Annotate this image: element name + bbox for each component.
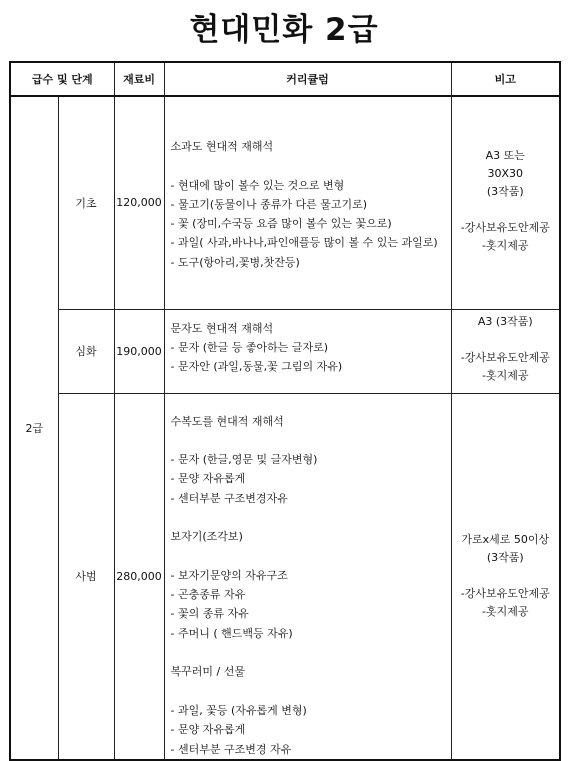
note-cell <box>451 393 560 760</box>
note-line: A3 (3작품) <box>477 314 533 328</box>
note-line: -강사보유도안제공 <box>460 350 550 364</box>
grade-cell: 2급 <box>10 96 58 760</box>
header-row <box>10 62 560 96</box>
curriculum-lines <box>171 137 451 272</box>
curriculum-line: - 문자안 (과일,동물,꽃 그림의 자유) <box>170 360 343 374</box>
note-line: -홋지제공 <box>482 368 529 382</box>
note-line: -홋지제공 <box>482 605 529 619</box>
curriculum-line: - 주머니 ( 핸드백등 자유) <box>170 626 293 640</box>
curriculum-lines <box>171 412 451 759</box>
spacer <box>171 682 451 701</box>
spacer <box>452 567 560 585</box>
spacer <box>171 643 451 662</box>
curriculum-line: 문자도 현대적 재해석 <box>170 321 274 335</box>
spacer <box>171 156 451 175</box>
curriculum-line: - 문양 자유롭게 <box>170 723 246 737</box>
page-title: 현대민화 2급 <box>189 12 379 48</box>
curriculum-line: - 도구(항아리,꽃병,찻잔등) <box>170 255 300 269</box>
stage-cell: 사범 <box>58 393 114 760</box>
curriculum-line: - 문자 (한글 등 좋아하는 글자로) <box>170 340 329 354</box>
note-lines <box>452 531 560 621</box>
stage-cell: 심화 <box>58 309 114 393</box>
spacer <box>452 331 560 349</box>
curriculum-line: - 꽃의 종류 자유 <box>170 607 249 621</box>
curriculum-line: - 물고기(동물이나 종류가 다른 물고기로) <box>170 197 368 211</box>
table-row <box>10 96 560 309</box>
table-row <box>10 309 560 393</box>
curriculum-line: - 과일, 꽃등 (자유롭게 변형) <box>170 703 307 717</box>
curriculum-line: - 현대에 많이 볼수 있는 것으로 변형 <box>170 178 345 192</box>
curriculum-line: 복꾸러미 / 선물 <box>170 665 245 679</box>
fee-cell: 280,000 <box>114 393 164 760</box>
curriculum-line: - 문자 (한글,영문 및 글자변형) <box>170 453 318 467</box>
curriculum-cell <box>164 309 451 393</box>
note-lines <box>452 313 560 385</box>
curriculum-cell <box>164 393 451 760</box>
fee-cell: 190,000 <box>114 309 164 393</box>
curriculum-cell <box>164 96 451 309</box>
curriculum-line: 수복도를 현대적 재해석 <box>170 414 284 428</box>
fee-cell: 120,000 <box>114 96 164 309</box>
note-line: -홋지제공 <box>482 239 529 252</box>
spacer <box>171 508 451 527</box>
note-line: 가로x세로 50이상 <box>461 533 550 547</box>
note-line: (3작품) <box>486 185 524 198</box>
stage-cell: 기초 <box>58 96 114 309</box>
curriculum-line: - 보자기문양의 자유구조 <box>170 568 288 582</box>
header-level: 급수 및 단계 <box>10 62 114 96</box>
note-line: 30X30 <box>487 167 524 180</box>
note-cell <box>451 96 560 309</box>
spacer <box>171 431 451 450</box>
curriculum-table <box>9 61 561 761</box>
spacer <box>452 201 560 219</box>
curriculum-line: - 꽃 (장미,수국등 요즘 많이 볼수 있는 꽃으로) <box>170 217 392 231</box>
curriculum-line: - 센터부분 구조변경 자유 <box>170 742 292 756</box>
header-curriculum: 커리큘럼 <box>164 62 451 96</box>
curriculum-line: - 과일( 사과,바나나,파인애플등 많이 볼 수 있는 과일로) <box>170 236 438 250</box>
curriculum-line: 소과도 현대적 재해석 <box>170 140 274 153</box>
curriculum-line: - 센터부분 구조변경자유 <box>170 491 288 505</box>
note-line: -강사보유도안제공 <box>460 221 550 234</box>
curriculum-line: 보자기(조각보) <box>170 530 243 544</box>
curriculum-line: - 곤충종류 자유 <box>170 588 246 602</box>
note-cell <box>451 309 560 393</box>
note-line: A3 또는 <box>485 149 525 162</box>
header-fee: 재료비 <box>114 62 164 96</box>
curriculum-line: - 문양 자유롭게 <box>170 472 246 486</box>
note-lines <box>452 147 560 255</box>
curriculum-lines <box>171 319 451 377</box>
table-row <box>10 393 560 760</box>
note-line: -강사보유도안제공 <box>460 587 550 601</box>
spacer <box>171 547 451 566</box>
header-note: 비고 <box>451 62 560 96</box>
note-line: (3작품) <box>486 551 524 565</box>
